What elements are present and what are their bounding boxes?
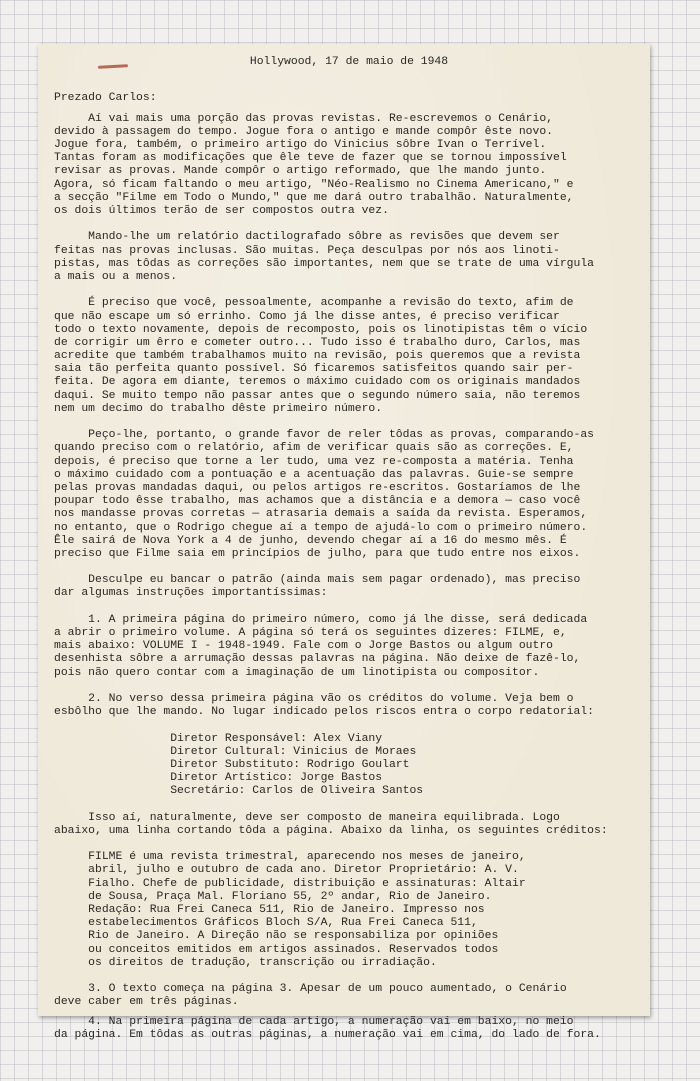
masthead-line: ou conceitos emitidos em artigos assinados. Reservados todos [54,943,499,956]
paragraph-line: dar algumas instruções importantíssimas: [54,587,328,600]
paragraph-line: de corrigir um êrro e cometer outro... Tudo isso é trabalho duro, Carlos, mas [54,336,581,349]
paragraph-line: quando preciso com o relatório, afim de verificar quais são as correções. E, [54,442,574,455]
instruction-line: da página. Em tôdas as outras páginas, a numeração vai em cima, do lado de fora. [54,1029,601,1042]
paragraph-line: os dois últimos terão de ser compostos outra vez. [54,205,389,218]
paragraph-line: feita. De agora em diante, teremos o máximo cuidado com os originais mandados [54,376,581,389]
paragraph-line: É preciso que você, pessoalmente, acompanhe a revisão do texto, afim de [54,297,574,310]
blank-line [54,416,644,429]
masthead-line: os direitos de tradução, transcrição ou irradiação. [54,956,437,969]
paragraph-line: saia tão perfeita quanto possível. Só ficaremos satisfeitos quando sair per- [54,363,574,376]
masthead-line: Rio de Janeiro. A Direção não se responsabiliza por opiniões [54,930,499,943]
paragraph-line: que não escape um só errinho. Como já lhe disse antes, é preciso verificar [54,310,560,323]
masthead-line: estabelecimentos Gráficos Bloch S/A, Rua Frei Caneca 511, [54,917,478,930]
instruction-line: pois não quero contar com a imaginação de um linotipista ou compositor. [54,666,540,679]
paragraph-line: preciso que Filme saia em princípios de julho, para que tudo entre nos eixos. [54,547,581,560]
instruction-line: desenhista sôbre a arrumação dessas palavras na página. Não deixe de fazê-lo, [54,653,581,666]
masthead-line: Redação: Rua Frei Caneca 511, Rio de Janeiro. Impresso nos [54,903,485,916]
paragraph-line: abaixo, uma linha cortando tôda a página. Abaixo da linha, os seguintes créditos: [54,824,608,837]
paragraph-line: daqui. Se muito tempo não passar antes que o segundo número saia, não teremos [54,389,581,402]
blank-line [54,218,644,231]
paragraph-line: nos mandasse provas corretas — atrasaria demais a saída da revista. Esperamos, [54,508,588,521]
paragraph-line: todo o texto novamente, depois de recomposto, pois os linotipistas têm o vício [54,323,588,336]
credit-line: Secretário: Carlos de Oliveira Santos [54,785,424,798]
paragraph-line: Tantas foram as modificações que êle teve de fazer que se tornou impossível [54,152,567,165]
blank-line [54,601,644,614]
paragraph-line: Jogue fora, também, o primeiro artigo do Vinicius sôbre Ivan o Terrível. [54,139,547,152]
blank-line [54,970,644,983]
credit-line: Diretor Responsável: Alex Viany [54,732,383,745]
masthead-line: FILME é uma revista trimestral, aparecendo nos meses de janeiro, [54,851,526,864]
letter-date: Hollywood, 17 de maio de 1948 [249,56,449,68]
paragraph-line: devido à passagem do tempo. Jogue fora o antigo e mande compôr êste novo. [54,125,553,138]
paragraph-line: Êle sairá de Nova York a 4 de junho, devendo chegar aí a 16 do mesmo mês. É [54,534,567,547]
instruction-line: 4. Na primeira página de cada artigo, a numeração vai em baixo, no meio [54,1016,574,1029]
paragraph-line: a mais ou a menos. [54,270,178,283]
letter-sheet [38,44,650,1042]
paragraph-line: Peço-lhe, portanto, o grande favor de reler tôdas as provas, comparando-as [54,429,595,442]
paragraph-line: Mando-lhe um relatório dactilografado sôbre as revisões que devem ser [54,231,560,244]
paragraph-line: no entanto, que o Rodrigo chegue aí a tempo de ajudá-lo com o primeiro número. [54,521,588,534]
blank-line [54,284,644,297]
paragraph-line: depois, é preciso que torne a ler tudo, uma vez re-composta a matéria. Tenha [54,455,574,468]
paragraph-line: feitas nas provas inclusas. São muitas. Peça desculpas por nós aos linoti- [54,244,560,257]
paragraph-line: pelas provas mandadas daqui, ou pelos artigos re-escritos. Gostaríamos de lhe [54,481,581,494]
paragraph-line: acredite que também trabalhamos muito na revisão, pois queremos que a revista [54,350,581,363]
paragraph-line: nem um decimo do trabalho dêste primeiro número. [54,402,383,415]
masthead-line: abril, julho e outubro de cada ano. Diretor Proprietário: A. V. [54,864,519,877]
blank-line [54,561,644,574]
instruction-line: mais abaixo: VOLUME I - 1948-1949. Fale com o Jorge Bastos ou algum outro [54,640,553,653]
credit-line: Diretor Substituto: Rodrigo Goulart [54,758,410,771]
blank-line [54,69,644,91]
instruction-line: 3. O texto começa na página 3. Apesar de um pouco aumentado, o Cenário [54,983,567,996]
masthead-line: de Sousa, Praça Mal. Floriano 55, 2º andar, Rio de Janeiro. [54,890,492,903]
paragraph-line: revisar as provas. Mande compôr o artigo reformado, que lhe mando junto. [54,165,547,178]
blank-line [54,838,644,851]
paragraph-line: pistas, mas tôdas as correções são importantes, nem que se trate de uma vírgula [54,257,595,270]
blank-line [54,680,644,693]
paragraph-line: o máximo cuidado com a pontuação e a acentuação das palavras. Guie-se sempre [54,468,574,481]
instruction-line: esbôlho que lhe mando. No lugar indicado pelos riscos entra o corpo redatorial: [54,706,595,719]
blank-line [54,719,644,732]
paragraph-line: Desculpe eu bancar o patrão (ainda mais sem pagar ordenado), mas preciso [54,574,581,587]
salutation: Prezado Carlos: [54,91,157,104]
instruction-line: 2. No verso dessa primeira página vão os créditos do volume. Veja bem o [54,692,574,705]
credit-line: Diretor Cultural: Vinicius de Moraes [54,745,417,758]
paragraph-line: Isso aí, naturalmente, deve ser composto de maneira equilibrada. Logo [54,811,560,824]
paragraph-line: poupar todo êsse trabalho, mas achamos que a distância e a demora — caso você [54,495,581,508]
blank-line [54,105,644,113]
paragraph-line: Agora, só ficam faltando o meu artigo, "Néo-Realismo no Cinema Americano," e [54,178,574,191]
instruction-line: deve caber em três páginas. [54,996,239,1009]
letter-body [54,56,644,1042]
instruction-line: 1. A primeira página do primeiro número, como já lhe disse, será dedicada [54,613,588,626]
credit-line: Diretor Artístico: Jorge Bastos [54,772,383,785]
blank-line [54,1009,644,1016]
masthead-line: Fialho. Chefe de publicidade, distribuição e assinaturas: Altair [54,877,526,890]
blank-line [54,798,644,811]
paragraph-line: a secção "Filme em Todo o Mundo," que me dará outro trabalhão. Naturalmente, [54,191,574,204]
instruction-line: a abrir o primeiro volume. A página só terá os seguintes dizeres: FILME, e, [54,627,567,640]
paragraph-line: Aí vai mais uma porção das provas revistas. Re-escrevemos o Cenário, [54,112,553,125]
